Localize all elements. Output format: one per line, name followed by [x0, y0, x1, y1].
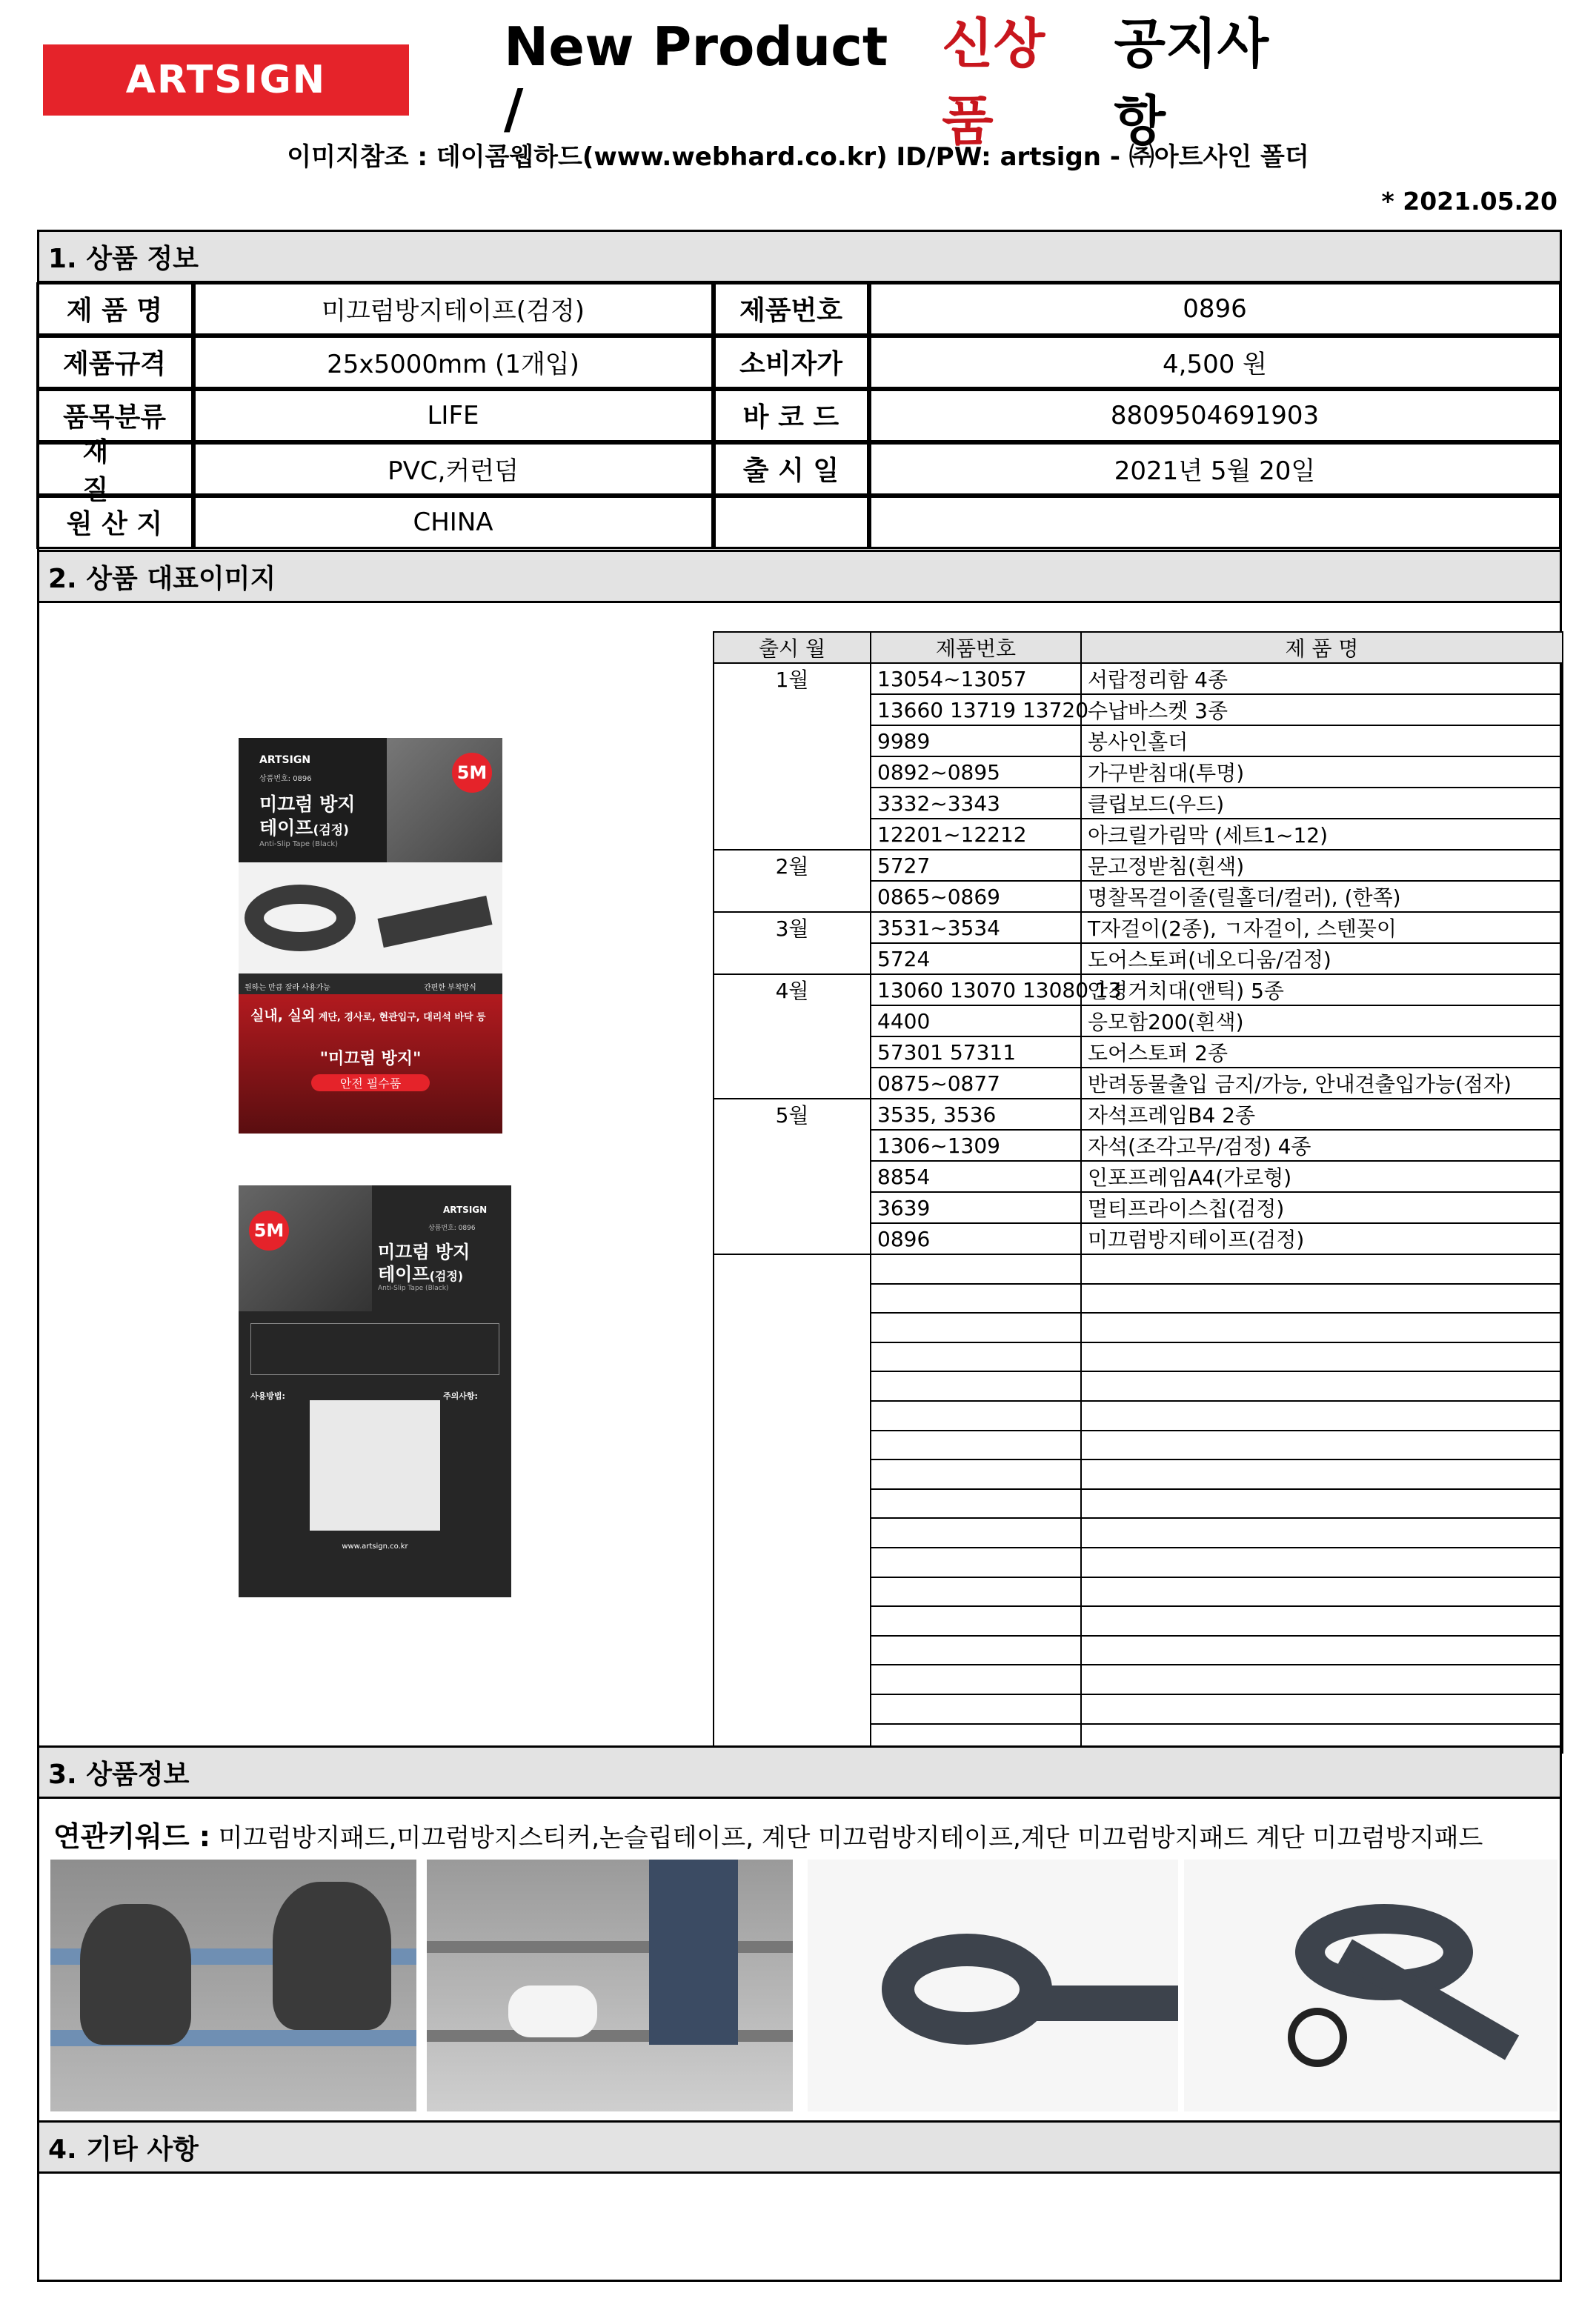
release-list-table: [713, 631, 1563, 1754]
release-month: 5월: [714, 1099, 871, 1254]
section-1-header: 1. 상품 정보: [37, 230, 1562, 283]
table-row: [714, 912, 1563, 943]
product-no-value: 0896: [869, 282, 1561, 336]
empty-cell: [1081, 1401, 1563, 1431]
back-subtitle: Anti-Slip Tape (Black): [378, 1285, 449, 1292]
package-front-image: [239, 738, 502, 1134]
shoe-right: [273, 1882, 391, 2030]
release-product-no: 57301 57311: [871, 1036, 1081, 1068]
section-3-header: 3. 상품정보: [37, 1745, 1562, 1799]
empty-cell: [1081, 1665, 1563, 1694]
release-product-no: 0865~0869: [871, 881, 1081, 912]
tape-end: [1023, 1986, 1178, 2021]
empty-cell: [871, 1342, 1081, 1372]
keywords-text: 미끄럼방지패드,미끄럼방지스티커,논슬립테이프, 계단 미끄럼방지테이프,계단 미끄럼방지패드 계단 미끄럼방지패드: [210, 1823, 1483, 1853]
keywords-label: 연관키워드 :: [53, 1820, 210, 1853]
release-product-name: 서랍정리함 4종: [1081, 663, 1563, 694]
section-2-header: 2. 상품 대표이미지: [37, 550, 1562, 603]
release-product-name: 자석(조각고무/검정) 4종: [1081, 1130, 1563, 1161]
release-product-no: 13060 13070 13080 13: [871, 974, 1081, 1005]
release-product-no: 13660 13719 13720: [871, 694, 1081, 725]
release-product-no: 3535, 3536: [871, 1099, 1081, 1130]
release-product-name: 아크릴가림막 (세트1~12): [1081, 819, 1563, 850]
caution-label: 주의사항:: [443, 1391, 478, 1401]
origin-label: 원 산 지: [36, 496, 193, 549]
empty-table-row: [714, 1254, 1563, 1284]
release-product-name: 명찰목걸이줄(릴홀더/컬러), (한쪽): [1081, 881, 1563, 912]
release-product-name: 미끄럼방지테이프(검정): [1081, 1223, 1563, 1254]
release-product-no: 3639: [871, 1192, 1081, 1223]
table-row: [714, 974, 1563, 1005]
back-title-2: [378, 1259, 463, 1285]
empty-cell: [714, 496, 869, 549]
release-month: 3월: [714, 912, 871, 974]
title-new-product: 신상품: [942, 13, 1045, 152]
release-product-no: 8854: [871, 1161, 1081, 1192]
empty-cell: [1081, 1342, 1563, 1372]
empty-cell: [871, 1518, 1081, 1548]
stairs-photo: [387, 738, 502, 862]
usage-label: 사용방법:: [250, 1391, 285, 1401]
empty-cell: [1081, 1371, 1563, 1401]
package-subtitle: Anti-Slip Tape (Black): [259, 840, 339, 848]
release-product-no: 4400: [871, 1005, 1081, 1036]
release-product-no: 5727: [871, 850, 1081, 881]
header-product-name: 제 품 명: [1081, 632, 1563, 663]
release-product-no: 3332~3343: [871, 788, 1081, 819]
release-product-no: 5724: [871, 943, 1081, 974]
empty-cell: [871, 1401, 1081, 1431]
tape-strip: [377, 896, 492, 948]
scissors-icon: [1288, 2008, 1347, 2067]
photo-tape-roll: [808, 1860, 1178, 2111]
page-title: [504, 13, 1319, 152]
package-front-top: [239, 738, 502, 862]
product-name-label: 제 품 명: [36, 282, 193, 336]
package-title-color: (검정): [313, 823, 349, 838]
package-back-image: [239, 1185, 511, 1597]
empty-cell: [1081, 1518, 1563, 1548]
package-back-window: [310, 1400, 440, 1531]
release-table-body: [714, 663, 1563, 1753]
release-product-name: 자석프레임B4 2종: [1081, 1099, 1563, 1130]
walking-photo: [239, 1185, 372, 1311]
empty-cell: [1081, 1313, 1563, 1342]
release-table-header: [714, 632, 1563, 663]
empty-cell: [1081, 1459, 1563, 1489]
category-label: 품목분류: [36, 389, 193, 442]
keywords-line: [53, 1814, 1550, 1854]
price-value: 4,500 원: [869, 336, 1561, 389]
empty-cell: [871, 1313, 1081, 1342]
empty-cell: [871, 1371, 1081, 1401]
barcode-value: 8809504691903: [869, 389, 1561, 442]
tape-roll-icon: [245, 885, 356, 951]
back-length-badge: 5M: [249, 1211, 289, 1251]
release-product-no: 1306~1309: [871, 1130, 1081, 1161]
release-product-no: 0892~0895: [871, 756, 1081, 788]
banner-usage: [250, 1005, 495, 1025]
table-row: [714, 1099, 1563, 1130]
empty-cell: [871, 1577, 1081, 1607]
release-product-name: T자걸이(2종), ㄱ자걸이, 스텐꽂이: [1081, 912, 1563, 943]
empty-cell: [1081, 1636, 1563, 1665]
banner-required: 안전 필수품: [311, 1074, 430, 1091]
barcode-label: 바 코 드: [714, 389, 869, 442]
release-product-name: 안경거치대(앤틱) 5종: [1081, 974, 1563, 1005]
empty-cell: [871, 1254, 1081, 1284]
length-badge: 5M: [452, 753, 492, 793]
back-title-1: 미끄럼 방지: [378, 1242, 471, 1262]
release-product-no: 13054~13057: [871, 663, 1081, 694]
empty-cell: [1081, 1431, 1563, 1460]
empty-cell: [1081, 1577, 1563, 1607]
material-label: 재질: [36, 442, 193, 496]
spec-label: 제품규격: [36, 336, 193, 389]
release-product-name: 인포프레임A4(가로형): [1081, 1161, 1563, 1192]
photo-stairs-step: [427, 1860, 793, 2111]
empty-cell: [871, 1636, 1081, 1665]
empty-cell: [871, 1606, 1081, 1636]
table-row: [714, 850, 1563, 881]
empty-cell: [871, 1431, 1081, 1460]
header-month: 출시 월: [714, 632, 871, 663]
release-product-name: 봉사인홀더: [1081, 725, 1563, 756]
product-info-table: [37, 283, 1562, 550]
release-product-name: 가구받침대(투명): [1081, 756, 1563, 788]
empty-cell: [869, 496, 1561, 549]
table-row: [714, 663, 1563, 694]
empty-cell: [871, 1489, 1081, 1519]
back-title-word: 테이프: [378, 1264, 430, 1285]
release-month: 4월: [714, 974, 871, 1099]
empty-cell: [1081, 1606, 1563, 1636]
release-product-name: 문고정받침(흰색): [1081, 850, 1563, 881]
package-window: [239, 862, 502, 973]
empty-cell: [871, 1665, 1081, 1694]
title-prefix: New Product /: [504, 16, 888, 140]
artsign-logo: ARTSIGN: [43, 44, 409, 116]
image-reference-note: 이미지참조 : 데이콤웹하드(www.webhard.co.kr) ID/PW: artsign - ㈜아트사인 폴더: [287, 142, 1309, 172]
release-month: 2월: [714, 850, 871, 912]
back-product-no: 상품번호: 0896: [428, 1225, 476, 1232]
empty-cell: [871, 1459, 1081, 1489]
release-product-name: 클립보드(우드): [1081, 788, 1563, 819]
spec-value: 25x5000mm (1개입): [193, 336, 714, 389]
release-product-no: 0875~0877: [871, 1068, 1081, 1099]
package-brand: ARTSIGN: [259, 754, 311, 766]
empty-month-cell: [714, 1254, 871, 1753]
package-title-2: [259, 813, 349, 840]
product-no-label: 제품번호: [714, 282, 869, 336]
empty-cell: [1081, 1254, 1563, 1284]
header-product-no: 제품번호: [871, 632, 1081, 663]
release-date-value: 2021년 5월 20일: [869, 442, 1561, 496]
package-product-no: 상품번호: 0896: [259, 775, 312, 783]
empty-cell: [1081, 1284, 1563, 1314]
release-product-no: 12201~12212: [871, 819, 1081, 850]
origin-value: CHINA: [193, 496, 714, 549]
release-month: 1월: [714, 663, 871, 850]
notice-date: * 2021.05.20: [1381, 187, 1557, 216]
release-product-name: 도어스토퍼 2종: [1081, 1036, 1563, 1068]
banner-line1: 실내, 실외: [250, 1008, 316, 1024]
banner-quote: "미끄럼 방지": [319, 1050, 422, 1068]
shoe-left: [80, 1904, 191, 2045]
release-date-label: 출 시 일: [714, 442, 869, 496]
package-banner: [239, 994, 502, 1134]
feature-right: 간편한 부착방식: [424, 984, 476, 992]
back-title-color: (검정): [429, 1269, 464, 1283]
empty-cell: [871, 1548, 1081, 1577]
section-4-header: 4. 기타 사항: [37, 2120, 1562, 2174]
package-title-1: 미끄럼 방지: [259, 793, 356, 815]
release-product-name: 멀티프라이스칩(검정): [1081, 1192, 1563, 1223]
sneaker: [508, 1986, 597, 2037]
release-product-name: 수납바스켓 3종: [1081, 694, 1563, 725]
empty-cell: [1081, 1548, 1563, 1577]
empty-cell: [1081, 1489, 1563, 1519]
price-label: 소비자가: [714, 336, 869, 389]
title-suffix: 공지사항: [1114, 13, 1269, 152]
leg-jeans: [649, 1860, 738, 2045]
release-product-name: 반려동물출입 금지/가능, 안내견출입가능(점자): [1081, 1068, 1563, 1099]
feature-left: 원하는 만큼 잘라 사용가능: [245, 984, 330, 992]
release-product-name: 응모함200(흰색): [1081, 1005, 1563, 1036]
material-value: PVC,커런덤: [193, 442, 714, 496]
release-product-name: 도어스토퍼(네오디움/검정): [1081, 943, 1563, 974]
empty-cell: [871, 1284, 1081, 1314]
empty-cell: [871, 1694, 1081, 1724]
photo-feet-on-tape: [50, 1860, 416, 2111]
empty-cell: [1081, 1694, 1563, 1724]
release-product-no: 3531~3534: [871, 912, 1081, 943]
back-website: www.artsign.co.kr: [342, 1542, 408, 1551]
release-product-no: 9989: [871, 725, 1081, 756]
product-name-value: 미끄럼방지테이프(검정): [193, 282, 714, 336]
back-brand: ARTSIGN: [443, 1205, 488, 1215]
category-value: LIFE: [193, 389, 714, 442]
usage-diagram: [250, 1323, 499, 1375]
banner-line2: 계단, 경사로, 현관입구, 대리석 바닥 등: [318, 1012, 486, 1023]
release-product-no: 0896: [871, 1223, 1081, 1254]
package-title-word: 테이프: [259, 817, 313, 839]
photo-cutting-tape: [1184, 1860, 1557, 2111]
